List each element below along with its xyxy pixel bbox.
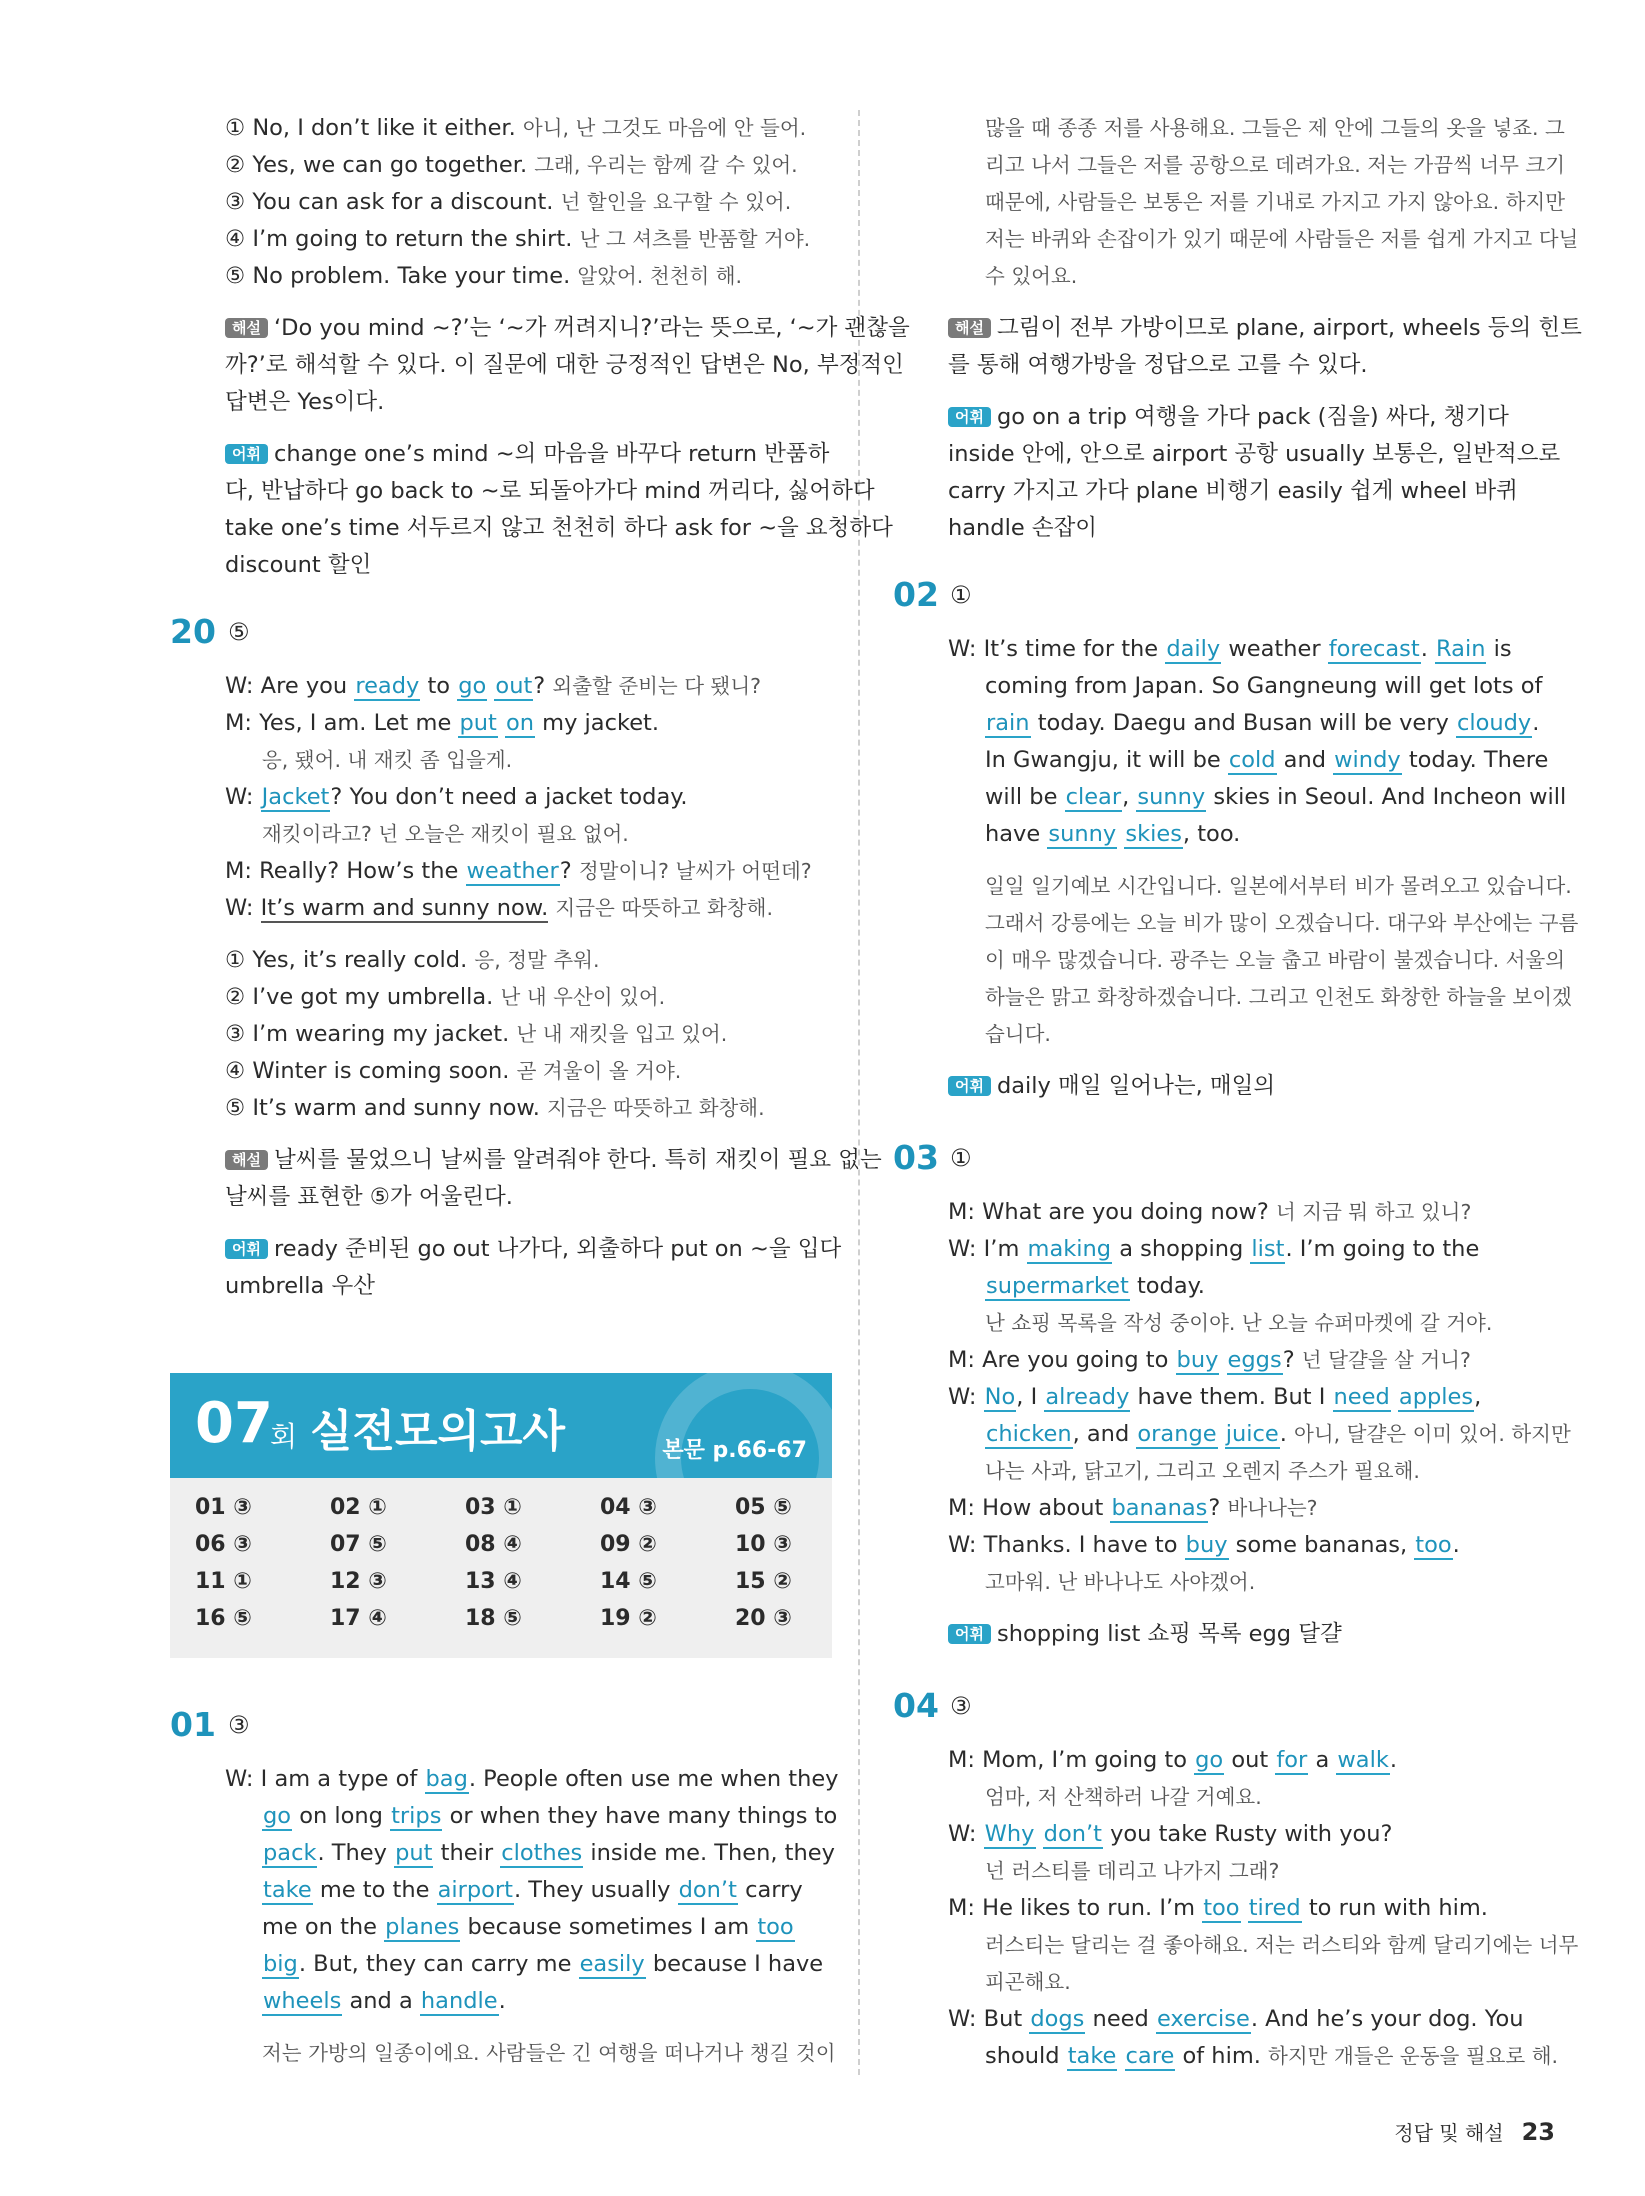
- q03-answer: ①: [950, 1144, 972, 1172]
- q03-script-line: W: I’m making a shopping list. I’m going to the: [948, 1236, 1480, 1262]
- q03-translation-line: 나는 사과, 닭고기, 그리고 오렌지 주스가 필요해.: [985, 1459, 1420, 1483]
- q01-script-line: take me to the airport. They usually don’t carry: [263, 1877, 803, 1903]
- q02-script-line: rain today. Daegu and Busan will be very cloudy.: [986, 710, 1540, 736]
- answer-cell: 08 ④: [465, 1532, 522, 1557]
- q20-dialog-line: W: Jacket? You don’t need a jacket today.: [225, 784, 688, 810]
- test-banner: [170, 1373, 832, 1478]
- q01-vocab-line: inside 안에, 안으로 airport 공항 usually 보통은, 일반적으로: [948, 441, 1561, 467]
- q20-dialog-translation: 재킷이라고? 넌 오늘은 재킷이 필요 없어.: [262, 822, 629, 846]
- q02-translation-line: 일일 일기예보 시간입니다. 일본에서부터 비가 몰려오고 있습니다.: [985, 874, 1572, 898]
- q03-script-line: M: Are you going to buy eggs? 넌 달걀을 살 거니?: [948, 1347, 1471, 1373]
- q01-translation-line: 수 있어요.: [985, 264, 1078, 288]
- q01-script-line: pack. They put their clothes inside me. Then, they: [263, 1840, 835, 1866]
- q02-script-line: coming from Japan. So Gangneung will get lots of: [985, 673, 1543, 699]
- q19-vocab-line: 다, 반납하다 go back to ~로 되돌아가다 mind 꺼리다, 싫어하다: [225, 478, 875, 504]
- q04-translation-line: 러스티는 달리는 걸 좋아해요. 저는 러스티와 함께 달리기에는 너무: [985, 1933, 1579, 1957]
- q01-vocab: 어휘 go on a trip 여행을 가다 pack (짐을) 싸다, 챙기다: [948, 399, 1509, 435]
- q03-vocab: 어휘 shopping list 쇼핑 목록 egg 달걀: [948, 1616, 1342, 1652]
- answer-cell: 03 ①: [465, 1495, 522, 1520]
- answer-cell: 05 ⑤: [735, 1495, 792, 1520]
- answer-cell: 17 ④: [330, 1606, 387, 1631]
- q19-option-5: ⑤ No problem. Take your time. 알았어. 천천히 해.: [225, 263, 743, 289]
- answer-cell: 07 ⑤: [330, 1532, 387, 1557]
- q01-translation-line: 때문에, 사람들은 보통은 저를 기내로 가지고 가지 않아요. 하지만: [985, 190, 1566, 214]
- q01-vocab-line: handle 손잡이: [948, 515, 1098, 541]
- q02-script-line: In Gwangju, it will be cold and windy today. There: [985, 747, 1549, 773]
- answer-cell: 13 ④: [465, 1569, 522, 1594]
- q03-translation-line: 고마워. 난 바나나도 사야겠어.: [985, 1570, 1256, 1594]
- q01-number: 01: [170, 1705, 216, 1744]
- footer-label: 정답 및 해설: [1394, 2121, 1504, 2145]
- q20-option-2: ② I’ve got my umbrella. 난 내 우산이 있어.: [225, 984, 666, 1010]
- q03-script-line: M: How about bananas? 바나나는?: [948, 1495, 1318, 1521]
- answer-cell: 06 ③: [195, 1532, 252, 1557]
- q19-option-3: ③ You can ask for a discount. 넌 할인을 요구할 수 있어.: [225, 189, 792, 215]
- q02-translation-line: 습니다.: [985, 1022, 1051, 1046]
- q01-explanation-line: 를 통해 여행가방을 정답으로 고를 수 있다.: [948, 352, 1368, 378]
- q04-translation-line: 피곤해요.: [985, 1970, 1071, 1994]
- q19-explanation-line: 까?’로 해석할 수 있다. 이 질문에 대한 긍정적인 답변은 No, 부정적인: [225, 352, 904, 378]
- q01-script-line: W: I am a type of bag. People often use me when they: [225, 1766, 839, 1792]
- q19-vocab: 어휘 change one’s mind ~의 마음을 바꾸다 return 반품하: [225, 436, 829, 472]
- q04-number: 04: [893, 1686, 939, 1725]
- q20-vocab-line: umbrella 우산: [225, 1273, 375, 1299]
- answer-cell: 12 ③: [330, 1569, 387, 1594]
- q20-dialog-line: W: Are you ready to go out? 외출할 준비는 다 됐니?: [225, 673, 762, 699]
- q20-option-4: ④ Winter is coming soon. 곧 겨울이 올 거야.: [225, 1058, 682, 1084]
- answer-cell: 04 ③: [600, 1495, 657, 1520]
- q19-option-1: ① No, I don’t like it either. 아니, 난 그것도 마음에 안 들어.: [225, 115, 807, 141]
- q19-vocab-line: discount 할인: [225, 552, 372, 578]
- q03-script-line: supermarket today.: [986, 1273, 1205, 1299]
- page-number: 23: [1521, 2118, 1555, 2146]
- q03-script-line: chicken, and orange juice. 아니, 달걀은 이미 있어. 하지만: [986, 1421, 1571, 1447]
- q04-script-line: M: Mom, I’m going to go out for a walk.: [948, 1747, 1398, 1773]
- q02-answer: ①: [950, 581, 972, 609]
- q02-number: 02: [893, 575, 939, 614]
- q01-script-line: wheels and a handle.: [263, 1988, 506, 2014]
- q20-dialog-translation: 응, 됐어. 내 재킷 좀 입을게.: [262, 748, 513, 772]
- q03-script-line: W: Thanks. I have to buy some bananas, too.: [948, 1532, 1460, 1558]
- column-divider: [858, 110, 860, 2075]
- q02-script-line: W: It’s time for the daily weather forecast. Rain is: [948, 636, 1512, 662]
- q19-explanation: 해설 ‘Do you mind ~?’는 ‘~가 꺼려지니?’라는 뜻으로, ‘~가 괜찮을: [225, 310, 910, 346]
- q04-answer: ③: [950, 1692, 972, 1720]
- q04-script-line: M: He likes to run. I’m too tired to run with him.: [948, 1895, 1488, 1921]
- q20-dialog-line: W: It’s warm and sunny now. 지금은 따뜻하고 화창해.: [225, 895, 773, 921]
- q01-script-line: go on long trips or when they have many things to: [263, 1803, 838, 1829]
- q01-translation-line: 많을 때 종종 저를 사용해요. 그들은 제 안에 그들의 옷을 넣죠. 그: [985, 116, 1565, 140]
- q20-explanation: 해설 날씨를 물었으니 날씨를 알려줘야 한다. 특히 재킷이 필요 없는: [225, 1142, 882, 1178]
- answer-cell: 20 ③: [735, 1606, 792, 1631]
- answer-cell: 16 ⑤: [195, 1606, 252, 1631]
- answer-key-box: [170, 1373, 832, 1658]
- q04-script-line: W: But dogs need exercise. And he’s your dog. You: [948, 2006, 1524, 2032]
- q04-script-line: should take care of him. 하지만 개들은 운동을 필요로 해.: [985, 2043, 1559, 2069]
- q20-dialog-line: M: Really? How’s the weather? 정말이니? 날씨가 어떤데?: [225, 858, 812, 884]
- answer-cell: 09 ②: [600, 1532, 657, 1557]
- banner-title: 실전모의고사: [310, 1406, 566, 1457]
- banner-hoe: 회: [270, 1420, 298, 1453]
- q03-script-line: M: What are you doing now? 너 지금 뭐 하고 있니?: [948, 1199, 1472, 1225]
- q19-vocab-line: take one’s time 서두르지 않고 천천히 하다 ask for ~을 요청하다: [225, 515, 893, 541]
- q03-translation-line: 난 쇼핑 목록을 작성 중이야. 난 오늘 슈퍼마켓에 갈 거야.: [985, 1311, 1493, 1335]
- q20-answer: ⑤: [228, 618, 250, 646]
- answer-cell: 14 ⑤: [600, 1569, 657, 1594]
- q01-translation-line: 리고 나서 그들은 저를 공항으로 데려가요. 저는 가끔씩 너무 크기: [985, 153, 1566, 177]
- q04-translation-line: 넌 러스티를 데리고 나가지 그래?: [985, 1859, 1280, 1883]
- q01-script-line: me on the planes because sometimes I am too: [262, 1914, 794, 1940]
- q19-option-2: ② Yes, we can go together. 그래, 우리는 함께 갈 수 있어.: [225, 152, 798, 178]
- q01-vocab-line: carry 가지고 가다 plane 비행기 easily 쉽게 wheel 바퀴: [948, 478, 1518, 504]
- q19-option-4: ④ I’m going to return the shirt. 난 그 셔츠를 반품할 거야.: [225, 226, 811, 252]
- q02-script-line: have sunny skies, too.: [985, 821, 1241, 847]
- banner-test-number: 07: [195, 1391, 273, 1456]
- q01-answer: ③: [228, 1711, 250, 1739]
- q20-option-1: ① Yes, it’s really cold. 응, 정말 추워.: [225, 947, 600, 973]
- answer-cell: 02 ①: [330, 1495, 387, 1520]
- q20-option-5: ⑤ It’s warm and sunny now. 지금은 따뜻하고 화창해.: [225, 1095, 765, 1121]
- q01-explanation: 해설 그림이 전부 가방이므로 plane, airport, wheels 등의 힌트: [948, 310, 1582, 346]
- answer-cell: 11 ①: [195, 1569, 252, 1594]
- q02-translation-line: 그래서 강릉에는 오늘 비가 많이 오겠습니다. 대구와 부산에는 구름: [985, 911, 1579, 935]
- q03-script-line: W: No, I already have them. But I need apples,: [948, 1384, 1482, 1410]
- q20-explanation-line: 날씨를 표현한 ⑤가 어울린다.: [225, 1184, 513, 1210]
- q19-explanation-line: 답변은 Yes이다.: [225, 389, 385, 415]
- answer-cell: 01 ③: [195, 1495, 252, 1520]
- q20-dialog-line: M: Yes, I am. Let me put on my jacket.: [225, 710, 660, 736]
- answer-cell: 10 ③: [735, 1532, 792, 1557]
- q02-translation-line: 이 매우 많겠습니다. 광주는 오늘 춥고 바람이 불겠습니다. 서울의: [985, 948, 1566, 972]
- q04-translation-line: 엄마, 저 산책하러 나갈 거예요.: [985, 1785, 1262, 1809]
- q01-translation-line: 저는 가방의 일종이에요. 사람들은 긴 여행을 떠나거나 챙길 것이: [262, 2041, 836, 2065]
- answer-cell: 19 ②: [600, 1606, 657, 1631]
- page-footer: [1394, 2117, 1555, 2146]
- q02-translation-line: 하늘은 맑고 화창하겠습니다. 그리고 인천도 화창한 하늘을 보이겠: [985, 985, 1572, 1009]
- q20-option-3: ③ I’m wearing my jacket. 난 내 재킷을 입고 있어.: [225, 1021, 728, 1047]
- q04-script-line: W: Why don’t you take Rusty with you?: [948, 1821, 1393, 1847]
- answer-cell: 18 ⑤: [465, 1606, 522, 1631]
- q20-vocab: 어휘 ready 준비된 go out 나가다, 외출하다 put on ~을 입다: [225, 1231, 841, 1267]
- banner-page-ref: 본문 p.66-67: [662, 1438, 807, 1463]
- answer-cell: 15 ②: [735, 1569, 792, 1594]
- q01-translation-line: 저는 바퀴와 손잡이가 있기 때문에 사람들은 저를 쉽게 가지고 다닐: [985, 227, 1579, 251]
- q03-number: 03: [893, 1138, 939, 1177]
- q02-vocab: 어휘 daily 매일 일어나는, 매일의: [948, 1068, 1275, 1104]
- q01-script-line: big. But, they can carry me easily because I have: [263, 1951, 824, 1977]
- q02-script-line: will be clear, sunny skies in Seoul. And Incheon will: [985, 784, 1567, 810]
- q20-number: 20: [170, 612, 216, 651]
